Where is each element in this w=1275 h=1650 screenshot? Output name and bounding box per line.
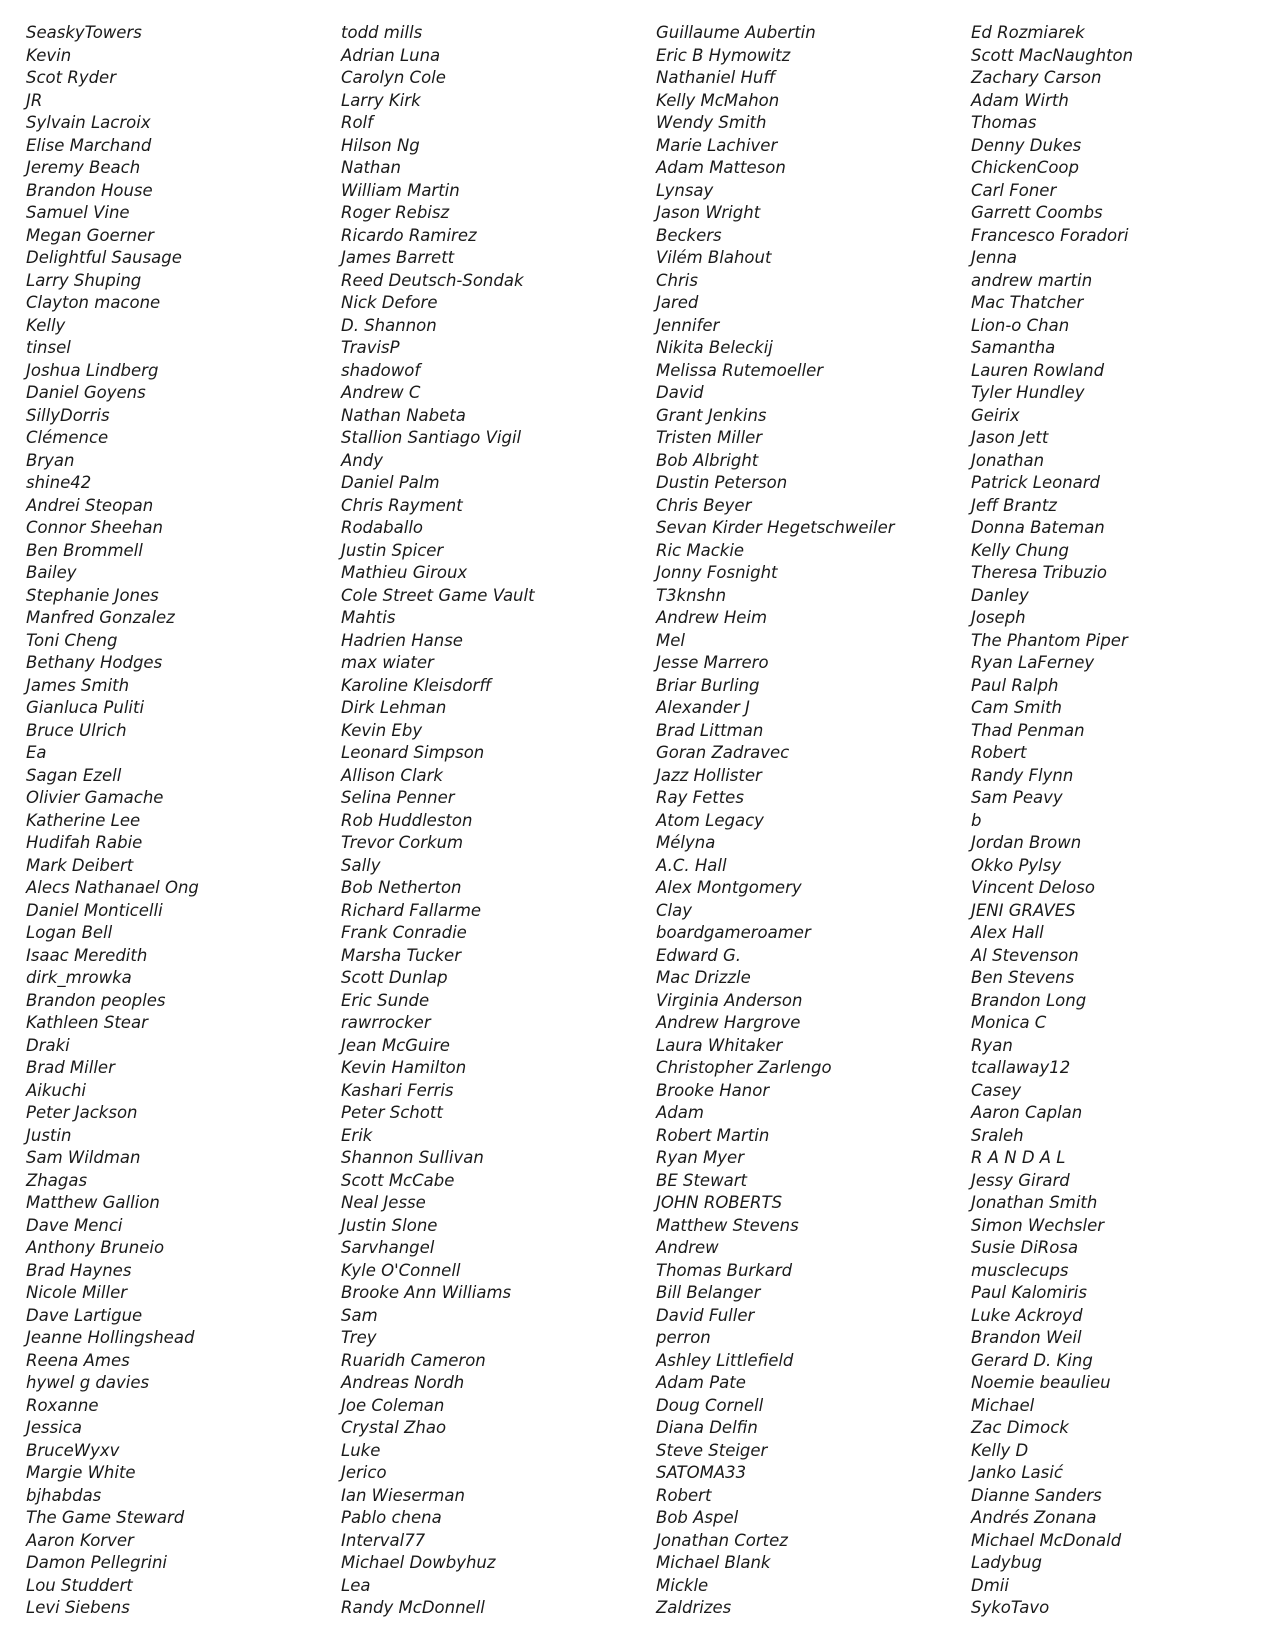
name-entry: Ea [26,743,47,762]
name-entry: Virginia Anderson [656,990,803,1010]
name-entry: Mélyna [656,833,716,852]
name-entry: Delightful Sausage [26,248,182,267]
name-entry: Jason Jett [971,428,1049,447]
name-entry: Frank Conradie [341,923,467,942]
name-entry: Robert Martin [656,1125,770,1145]
name-entry: T3knshn [656,585,727,605]
name-entry: Adam Matteson [656,158,786,177]
name-entry: Justin [26,1125,72,1145]
name-entry: Monica C [971,1013,1047,1032]
name-entry: Eric Sunde [341,990,430,1010]
name-entry: Erik [341,1125,373,1145]
name-entry: Jonny Fosnight [656,563,778,582]
name-entry: JR [26,90,43,110]
name-column-3 [656,22,895,1620]
name-entry: Kelly McMahon [656,90,780,110]
name-entry: Scot Ryder [26,68,116,87]
name-entry: Larry Kirk [341,90,421,110]
name-entry: Sally [341,855,381,875]
name-entry: BE Stewart [656,1170,747,1190]
name-entry: David [656,383,704,402]
name-entry: Allison Clark [341,765,443,785]
name-entry: andrew martin [971,270,1093,290]
name-entry: Donna Bateman [971,518,1105,537]
name-entry: Hudifah Rabie [26,833,143,852]
name-entry: Samantha [971,338,1056,357]
name-entry: Chris Beyer [656,495,752,515]
name-entry: Sraleh [971,1125,1024,1145]
name-entry: Laura Whitaker [656,1035,783,1055]
name-entry: Wendy Smith [656,113,767,132]
name-entry: Ruaridh Cameron [341,1350,486,1370]
name-entry: Michael Blank [656,1553,771,1572]
name-entry: Nick Defore [341,293,438,312]
name-entry: Jonathan [971,450,1045,470]
name-entry: Noemie beaulieu [971,1373,1111,1392]
name-entry: Luke Ackroyd [971,1305,1083,1325]
name-entry: shadowof [341,360,421,380]
name-entry: Doug Cornell [656,1395,764,1415]
name-entry: Eric B Hymowitz [656,45,791,65]
name-entry: Ryan [971,1035,1013,1055]
name-entry: Lynsay [656,180,714,200]
name-entry: Edward G. [656,945,742,965]
name-entry: Mathieu Giroux [341,563,468,582]
name-entry: Dave Lartigue [26,1305,143,1325]
name-entry: Rolf [341,113,373,132]
name-entry: ChickenCoop [971,158,1079,177]
name-entry: Marie Lachiver [656,135,778,155]
name-entry: Janko Lasić [971,1463,1063,1482]
name-entry: shine42 [26,473,92,492]
name-entry: Dirk Lehman [341,698,447,717]
name-entry: Nikita Beleckij [656,338,773,357]
name-entry: Dianne Sanders [971,1485,1102,1505]
name-entry: Reena Ames [26,1350,130,1370]
name-entry: Jeremy Beach [26,158,141,177]
name-entry: Ryan LaFerney [971,653,1095,672]
name-entry: Mickle [656,1575,709,1595]
name-entry: Ryan Myer [656,1148,744,1167]
name-entry: Elise Marchand [26,135,152,155]
name-entry: Shannon Sullivan [341,1148,484,1167]
name-entry: Brooke Ann Williams [341,1283,512,1302]
name-entry: Brooke Hanor [656,1080,770,1100]
name-entry: Andrew C [341,383,421,402]
name-entry: Tyler Hundley [971,383,1085,402]
name-entry: Jesse Marrero [656,653,769,672]
name-entry: max wiater [341,653,434,672]
name-entry: Randy Flynn [971,765,1074,785]
name-entry: Levi Siebens [26,1598,130,1617]
name-entry: Andy [341,450,383,470]
name-entry: Christopher Zarlengo [656,1058,832,1077]
name-entry: hywel g davies [26,1373,150,1392]
name-entry: Alex Hall [971,923,1044,942]
name-entry: Andrew [656,1238,719,1257]
name-column-1 [26,22,199,1620]
name-entry: Jonathan Cortez [656,1530,788,1550]
name-entry: Chris [656,270,698,290]
name-entry: Dave Menci [26,1215,123,1235]
name-entry: Draki [26,1035,70,1055]
name-entry: Karoline Kleisdorff [341,675,492,695]
name-entry: Kyle O'Connell [341,1260,461,1280]
name-entry: Mac Drizzle [656,968,751,987]
name-entry: Carl Foner [971,180,1057,200]
name-entry: Jerico [341,1463,387,1482]
name-entry: Lion-o Chan [971,315,1070,335]
name-entry: Goran Zadravec [656,743,790,762]
name-entry: David Fuller [656,1305,755,1325]
name-entry: Carolyn Cole [341,68,446,87]
name-entry: Brandon Weil [971,1328,1082,1347]
name-entry: Daniel Monticelli [26,900,163,920]
name-entry: Ray Fettes [656,788,744,807]
name-entry: SillyDorris [26,405,110,425]
name-entry: dirk_mrowka [26,968,132,987]
name-entry: Kevin [26,45,72,65]
name-entry: Ben Brommell [26,540,143,560]
name-entry: Joshua Lindberg [26,360,159,380]
name-entry: Sam [341,1305,378,1325]
name-entry: Alexander J [656,698,750,717]
name-entry: Joe Coleman [341,1395,445,1415]
name-entry: Rob Huddleston [341,810,473,830]
name-entry: Beckers [656,225,722,245]
name-entry: Andrés Zonana [971,1508,1097,1527]
name-entry: Bethany Hodges [26,653,163,672]
name-entry: Bob Netherton [341,878,462,897]
name-entry: William Martin [341,180,460,200]
name-entry: Bailey [26,563,77,582]
name-entry: Jason Wright [656,203,761,222]
name-entry: Nicole Miller [26,1283,127,1302]
name-entry: Crystal Zhao [341,1418,447,1437]
name-entry: The Game Steward [26,1508,185,1527]
name-entry: Scott Dunlap [341,968,448,987]
name-entry: Nathan [341,158,401,177]
name-entry: Bob Aspel [656,1508,739,1527]
name-entry: Nathan Nabeta [341,405,466,425]
name-entry: Al Stevenson [971,945,1079,965]
name-entry: Bill Belanger [656,1283,761,1302]
name-column-4 [971,22,1133,1620]
name-entry: Andreas Nordh [341,1373,465,1392]
name-entry: Daniel Palm [341,473,440,492]
name-entry: Michael Dowbyhuz [341,1553,496,1572]
name-entry: Anthony Bruneio [26,1238,165,1257]
name-entry: Casey [971,1080,1022,1100]
name-entry: Simon Wechsler [971,1215,1105,1235]
name-entry: Jazz Hollister [656,765,762,785]
name-entry: Adam [656,1103,704,1122]
name-entry: R A N D A L [971,1148,1066,1167]
name-entry: Sylvain Lacroix [26,113,151,132]
name-entry: Neal Jesse [341,1193,426,1212]
name-entry: tinsel [26,338,71,357]
name-entry: Dmii [971,1575,1009,1595]
name-entry: Nathaniel Huff [656,68,776,87]
name-entry: Randy McDonnell [341,1598,485,1617]
name-entry: Michael [971,1395,1035,1415]
name-entry: Cole Street Game Vault [341,585,535,605]
name-entry: SeaskyTowers [26,23,142,42]
name-entry: D. Shannon [341,315,437,335]
name-entry: Thomas Burkard [656,1260,793,1280]
name-entry: Aikuchi [26,1080,86,1100]
name-entry: Tristen Miller [656,428,763,447]
name-entry: Sevan Kirder Hegetschweiler [656,518,895,537]
name-entry: Brad Littman [656,720,764,740]
name-entry: Brandon House [26,180,153,200]
name-entry: Jenna [971,248,1018,267]
name-entry: Francesco Foradori [971,225,1129,245]
name-entry: Kashari Ferris [341,1080,454,1100]
name-entry: Lauren Rowland [971,360,1105,380]
name-entry: Logan Bell [26,923,113,942]
name-entry: Roger Rebisz [341,203,450,222]
name-entry: Kathleen Stear [26,1013,148,1032]
name-entry: Andrew Hargrove [656,1013,801,1032]
name-entry: Zhagas [26,1170,88,1190]
name-entry: boardgameroamer [656,923,811,942]
name-entry: Larry Shuping [26,270,142,290]
name-entry: Aaron Korver [26,1530,134,1550]
name-entry: Connor Sheehan [26,518,163,537]
name-entry: Matthew Stevens [656,1215,799,1235]
name-entry: Ashley Littlefield [656,1350,794,1370]
name-entry: James Smith [26,675,130,695]
name-entry: JOHN ROBERTS [656,1193,783,1212]
name-entry: Diana Delfin [656,1418,758,1437]
name-entry: Stallion Santiago Vigil [341,428,522,447]
name-column-2 [341,22,535,1620]
name-entry: Damon Pellegrini [26,1553,167,1572]
name-entry: Trey [341,1328,377,1347]
name-entry: Geirix [971,405,1020,425]
name-entry: Garrett Coombs [971,203,1103,222]
name-entry: Pablo chena [341,1508,442,1527]
name-entry: Chris Rayment [341,495,463,515]
name-entry: bjhabdas [26,1485,102,1505]
name-entry: Okko Pylsy [971,855,1062,875]
name-entry: Lou Studdert [26,1575,133,1595]
name-entry: Sam Wildman [26,1148,141,1167]
name-entry: Stephanie Jones [26,585,159,605]
name-entry: The Phantom Piper [971,630,1128,650]
name-entry: Justin Spicer [341,540,444,560]
name-entry: rawrrocker [341,1013,431,1032]
name-entry: Luke [341,1440,381,1460]
name-entry: Theresa Tribuzio [971,563,1108,582]
name-entry: Aaron Caplan [971,1103,1083,1122]
name-entry: BruceWyxv [26,1440,120,1460]
name-entry: Danley [971,585,1029,605]
name-entry: Trevor Corkum [341,833,464,852]
name-entry: Jean McGuire [341,1035,450,1055]
name-entry: Susie DiRosa [971,1238,1079,1257]
name-entry: Paul Ralph [971,675,1059,695]
name-entry: Roxanne [26,1395,99,1415]
name-entry: Adam Pate [656,1373,746,1392]
name-entry: Michael McDonald [971,1530,1122,1550]
name-entry: b [971,810,982,830]
name-entry: todd mills [341,23,423,42]
name-entry: Kevin Eby [341,720,423,740]
name-entry: Ric Mackie [656,540,745,560]
name-entry: Ladybug [971,1553,1042,1572]
name-entry: Kelly Chung [971,540,1069,560]
name-entry: SykoTavo [971,1598,1050,1617]
name-entry: Ian Wieserman [341,1485,465,1505]
name-entry: Mark Deibert [26,855,134,875]
name-entry: Thad Penman [971,720,1085,740]
name-entry: Clayton macone [26,293,161,312]
name-entry: Sarvhangel [341,1238,435,1257]
name-entry: Ben Stevens [971,968,1075,987]
name-entry: Atom Legacy [656,810,764,830]
name-entry: Denny Dukes [971,135,1082,155]
name-entry: Gerard D. King [971,1350,1093,1370]
name-entry: Alecs Nathanael Ong [26,878,199,897]
name-entry: Steve Steiger [656,1440,768,1460]
name-entry: Thomas [971,113,1037,132]
name-entry: Andrei Steopan [26,495,154,515]
name-entry: Clémence [26,428,109,447]
name-entry: Manfred Gonzalez [26,608,175,627]
name-entry: Paul Kalomiris [971,1283,1087,1302]
name-entry: Jordan Brown [971,833,1082,852]
name-entry: Kelly [26,315,66,335]
name-entry: Richard Fallarme [341,900,482,920]
name-entry: Hadrien Hanse [341,630,463,650]
name-entry: Mahtis [341,608,396,627]
name-entry: perron [656,1328,711,1347]
name-entry: Hilson Ng [341,135,420,155]
name-entry: Grant Jenkins [656,405,767,425]
name-entry: Gianluca Puliti [26,698,145,717]
name-entry: Andrew Heim [656,608,768,627]
name-entry: Ed Rozmiarek [971,23,1085,42]
name-entry: Daniel Goyens [26,383,146,402]
name-entry: Robert [971,743,1027,762]
name-entry: Brandon Long [971,990,1087,1010]
name-entry: Samuel Vine [26,203,130,222]
name-entry: Brad Miller [26,1058,115,1077]
name-entry: Selina Penner [341,788,455,807]
name-entry: Justin Slone [341,1215,438,1235]
name-entry: Vincent Deloso [971,878,1095,897]
name-entry: Zac Dimock [971,1418,1069,1437]
name-entry: Peter Jackson [26,1103,138,1122]
name-entry: James Barrett [341,248,455,267]
name-entry: musclecups [971,1260,1069,1280]
name-entry: Vilém Blahout [656,248,772,267]
name-entry: Adrian Luna [341,45,441,65]
name-entry: Zaldrizes [656,1598,732,1617]
name-entry: Rodaballo [341,518,423,537]
name-entry: Jared [656,293,699,312]
name-entry: A.C. Hall [656,855,727,875]
name-entry: Dustin Peterson [656,473,788,492]
name-entry: Margie White [26,1463,136,1482]
name-entry: Brad Haynes [26,1260,132,1280]
name-entry: Isaac Meredith [26,945,148,965]
name-entry: Bruce Ulrich [26,720,127,740]
name-entry: Jeff Brantz [971,495,1057,515]
name-entry: Clay [656,900,692,920]
name-entry: Mel [656,630,685,650]
name-entry: Toni Cheng [26,630,118,650]
name-entry: Leonard Simpson [341,743,485,762]
name-entry: Patrick Leonard [971,473,1101,492]
name-entry: Jessy Girard [971,1170,1070,1190]
name-entry: Kelly D [971,1440,1029,1460]
name-entry: Cam Smith [971,698,1063,717]
name-entry: Jonathan Smith [971,1193,1098,1212]
name-entry: Sam Peavy [971,788,1063,807]
name-entry: Marsha Tucker [341,945,461,965]
name-entry: Reed Deutsch-Sondak [341,270,524,290]
name-entry: Briar Burling [656,675,760,695]
name-entry: Melissa Rutemoeller [656,360,824,380]
name-entry: Guillaume Aubertin [656,23,816,42]
name-entry: SATOMA33 [656,1463,747,1482]
name-entry: Matthew Gallion [26,1193,160,1212]
name-entry: Peter Schott [341,1103,443,1122]
name-entry: Jeanne Hollingshead [26,1328,195,1347]
name-entry: Robert [656,1485,712,1505]
name-entry: Olivier Gamache [26,788,164,807]
name-entry: Bryan [26,450,75,470]
name-entry: Ricardo Ramirez [341,225,477,245]
name-entry: Sagan Ezell [26,765,122,785]
name-entry: Jessica [26,1418,82,1437]
name-entry: Kevin Hamilton [341,1058,467,1077]
name-entry: Bob Albright [656,450,759,470]
name-entry: tcallaway12 [971,1058,1071,1077]
name-entry: Lea [341,1575,371,1595]
name-entry: Zachary Carson [971,68,1102,87]
name-entry: Adam Wirth [971,90,1069,110]
name-entry: Megan Goerner [26,225,154,245]
name-entry: Alex Montgomery [656,878,802,897]
name-entry: Katherine Lee [26,810,141,830]
name-entry: Joseph [971,608,1026,627]
name-entry: TravisP [341,338,400,357]
name-entry: Mac Thatcher [971,293,1084,312]
name-entry: Jennifer [656,315,720,335]
name-entry: Scott MacNaughton [971,45,1134,65]
name-entry: Interval77 [341,1530,426,1550]
name-entry: JENI GRAVES [971,900,1076,920]
name-entry: Brandon peoples [26,990,166,1010]
name-entry: Scott McCabe [341,1170,455,1190]
